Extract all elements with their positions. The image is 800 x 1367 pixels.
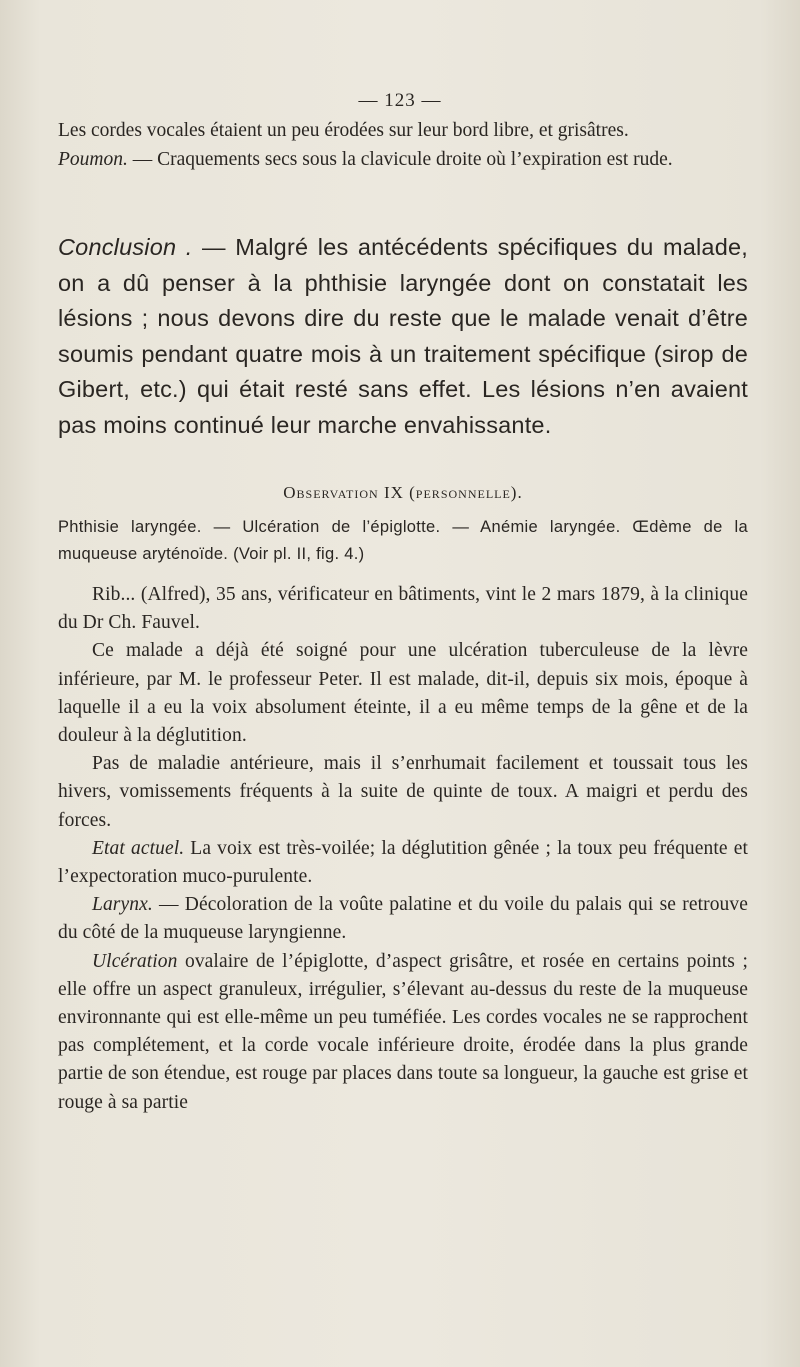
ulceration-text: ovalaire de l’épiglotte, d’aspect grisâtre, et rosée en certains points ; elle offre un aspect granuleux, irrégulier, s’élevant au-dessus du reste de la muqueuse environnante qui est elle-même un peu tuméfiée. Les cordes vocales ne se rapprochent pas complétement, et la corde vocale inférieure droite, érodée dans la plus grande partie de son étendue, est rouge par places dans toute sa longueur, la gauche est grise et rouge à sa partie <box>58 950 748 1113</box>
body-block <box>58 581 748 1117</box>
intro-line: Les cordes vocales étaient un peu érodées sur leur bord libre, et grisâtres. <box>58 120 629 141</box>
paragraph-etat-actuel <box>58 835 748 891</box>
paragraph-patient: Rib... (Alfred), 35 ans, vérificateur en bâtiments, vint le 2 mars 1879, à la clinique du Dr Ch. Fauvel. <box>58 584 748 634</box>
observation-heading-block <box>58 483 748 503</box>
intro-block <box>58 116 748 174</box>
conclusion-block <box>58 230 748 443</box>
page-number: — 123 — <box>358 90 442 111</box>
observation-summary-block <box>58 514 748 568</box>
paragraph-history: Ce malade a déjà été soigné pour une ulcération tuberculeuse de la lèvre inférieure, par M. le professeur Peter. Il est malade, dit-il, depuis six mois, époque à laquelle il a eu la voix absolument éteinte, il a eu même temps de la gêne et de la douleur à la déglutition. <box>58 640 748 747</box>
paragraph-antecedents: Pas de maladie antérieure, mais il s’enrhumait facilement et toussait tous les hivers, vomissements fréquents à la suite de quinte de toux. A maigri et perdu des forces. <box>58 753 748 831</box>
observation-heading: Observation IX (personnelle). <box>283 483 523 502</box>
larynx-text: — Décoloration de la voûte palatine et du voile du palais qui se retrouve du côté de la muqueuse laryngienne. <box>58 894 748 944</box>
poumon-text: — Craquements secs sous la clavicule droite où l’expiration est rude. <box>127 149 673 170</box>
conclusion-text: — Malgré les antécédents spécifiques du malade, on a dû penser à la phthisie laryngée dont on constatait les lésions ; nous devons dire du reste que le malade venait d’être soumis pendant quatre mois à un traitement spécifique (sirop de Gibert, etc.) qui était resté sans effet. Les lésions n’en avaient pas moins continué leur marche envahissante. <box>58 234 748 438</box>
conclusion-label: Conclusion . <box>58 234 193 260</box>
intro-paragraph <box>58 116 748 145</box>
etat-text: La voix est très-voilée; la déglutition gênée ; la toux peu fréquente et l’expectoration muco-purulente. <box>58 837 749 888</box>
ulceration-label: Ulcération <box>92 950 178 972</box>
etat-label: Etat actuel. <box>92 837 185 859</box>
paragraph-ulceration <box>58 948 748 1117</box>
poumon-label: Poumon. <box>58 149 128 170</box>
observation-summary: Phthisie laryngée. — Ulcération de l’épiglotte. — Anémie laryngée. Œdème de la muqueuse aryténoïde. (Voir pl. II, fig. 4.) <box>58 518 748 563</box>
paragraph-larynx <box>58 891 748 947</box>
larynx-label: Larynx. <box>92 894 153 916</box>
poumon-paragraph <box>58 145 748 174</box>
conclusion-paragraph <box>58 230 748 443</box>
